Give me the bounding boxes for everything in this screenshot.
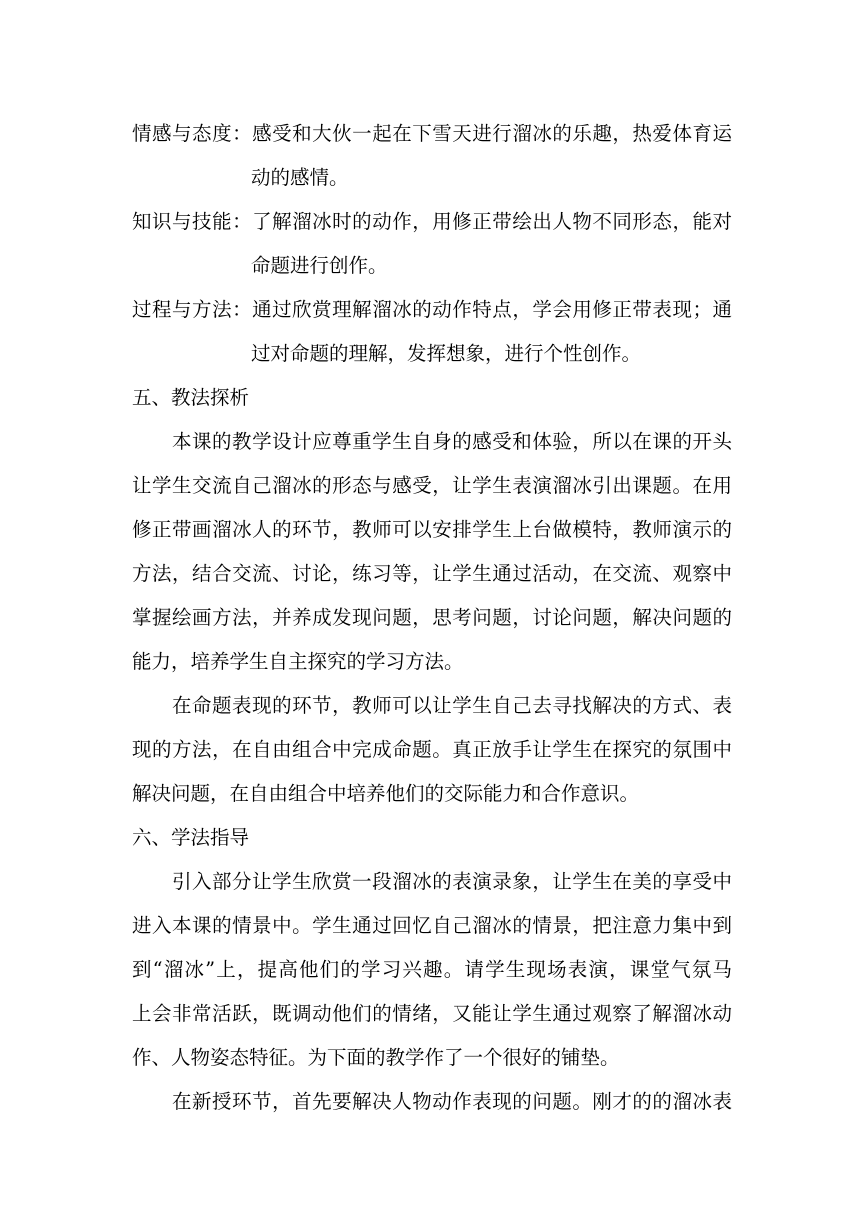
- paragraph-line: 引入部分让学生欣赏一段溜冰的表演录象，让学生在美的享受中: [172, 870, 732, 893]
- objective-process-line1: 过程与方法：通过欣赏理解溜冰的动作特点，学会用修正带表现；通: [132, 298, 732, 321]
- paragraph-line: 修正带画溜冰人的环节，教师可以安排学生上台做模特，教师演示的: [132, 518, 732, 541]
- paragraph-line: 到“溜冰”上，提高他们的学习兴趣。请学生现场表演，课堂气氛马: [132, 958, 732, 981]
- paragraph-line: 方法，结合交流、讨论，练习等，让学生通过活动，在交流、观察中: [132, 562, 732, 585]
- paragraph-line: 解决问题，在自由组合中培养他们的交际能力和合作意识。: [132, 782, 640, 805]
- paragraph-line: 让学生交流自己溜冰的形态与感受，让学生表演溜冰引出课题。在用: [132, 474, 732, 497]
- objective-process-line2: 过对命题的理解，发挥想象，进行个性创作。: [251, 342, 642, 365]
- paragraph-line: 在命题表现的环节，教师可以让学生自己去寻找解决的方式、表: [172, 694, 732, 717]
- objective-emotion-line2: 动的感情。: [251, 166, 349, 189]
- objective-emotion-line1: 情感与态度：感受和大伙一起在下雪天进行溜冰的乐趣，热爱体育运: [132, 122, 732, 145]
- paragraph-line: 掌握绘画方法，并养成发现问题，思考问题，讨论问题，解决问题的: [132, 606, 732, 629]
- objective-knowledge-line1: 知识与技能：了解溜冰时的动作，用修正带绘出人物不同形态，能对: [132, 210, 732, 233]
- section-heading-learning-guidance: 六、学法指导: [132, 826, 250, 849]
- paragraph-line: 作、人物姿态特征。为下面的教学作了一个很好的铺垫。: [132, 1046, 620, 1069]
- paragraph-line: 进入本课的情景中。学生通过回忆自己溜冰的情景，把注意力集中到: [132, 914, 732, 937]
- section-heading-teaching-methods: 五、教法探析: [132, 386, 250, 409]
- paragraph-line: 在新授环节，首先要解决人物动作表现的问题。刚才的的溜冰表: [172, 1090, 732, 1113]
- objective-knowledge-line2: 命题进行创作。: [251, 254, 388, 277]
- paragraph-line: 上会非常活跃，既调动他们的情绪，又能让学生通过观察了解溜冰动: [132, 1002, 732, 1025]
- paragraph-line: 能力，培养学生自主探究的学习方法。: [132, 650, 464, 673]
- paragraph-line: 本课的教学设计应尊重学生自身的感受和体验，所以在课的开头: [172, 430, 732, 453]
- paragraph-line: 现的方法，在自由组合中完成命题。真正放手让学生在探究的氛围中: [132, 738, 732, 761]
